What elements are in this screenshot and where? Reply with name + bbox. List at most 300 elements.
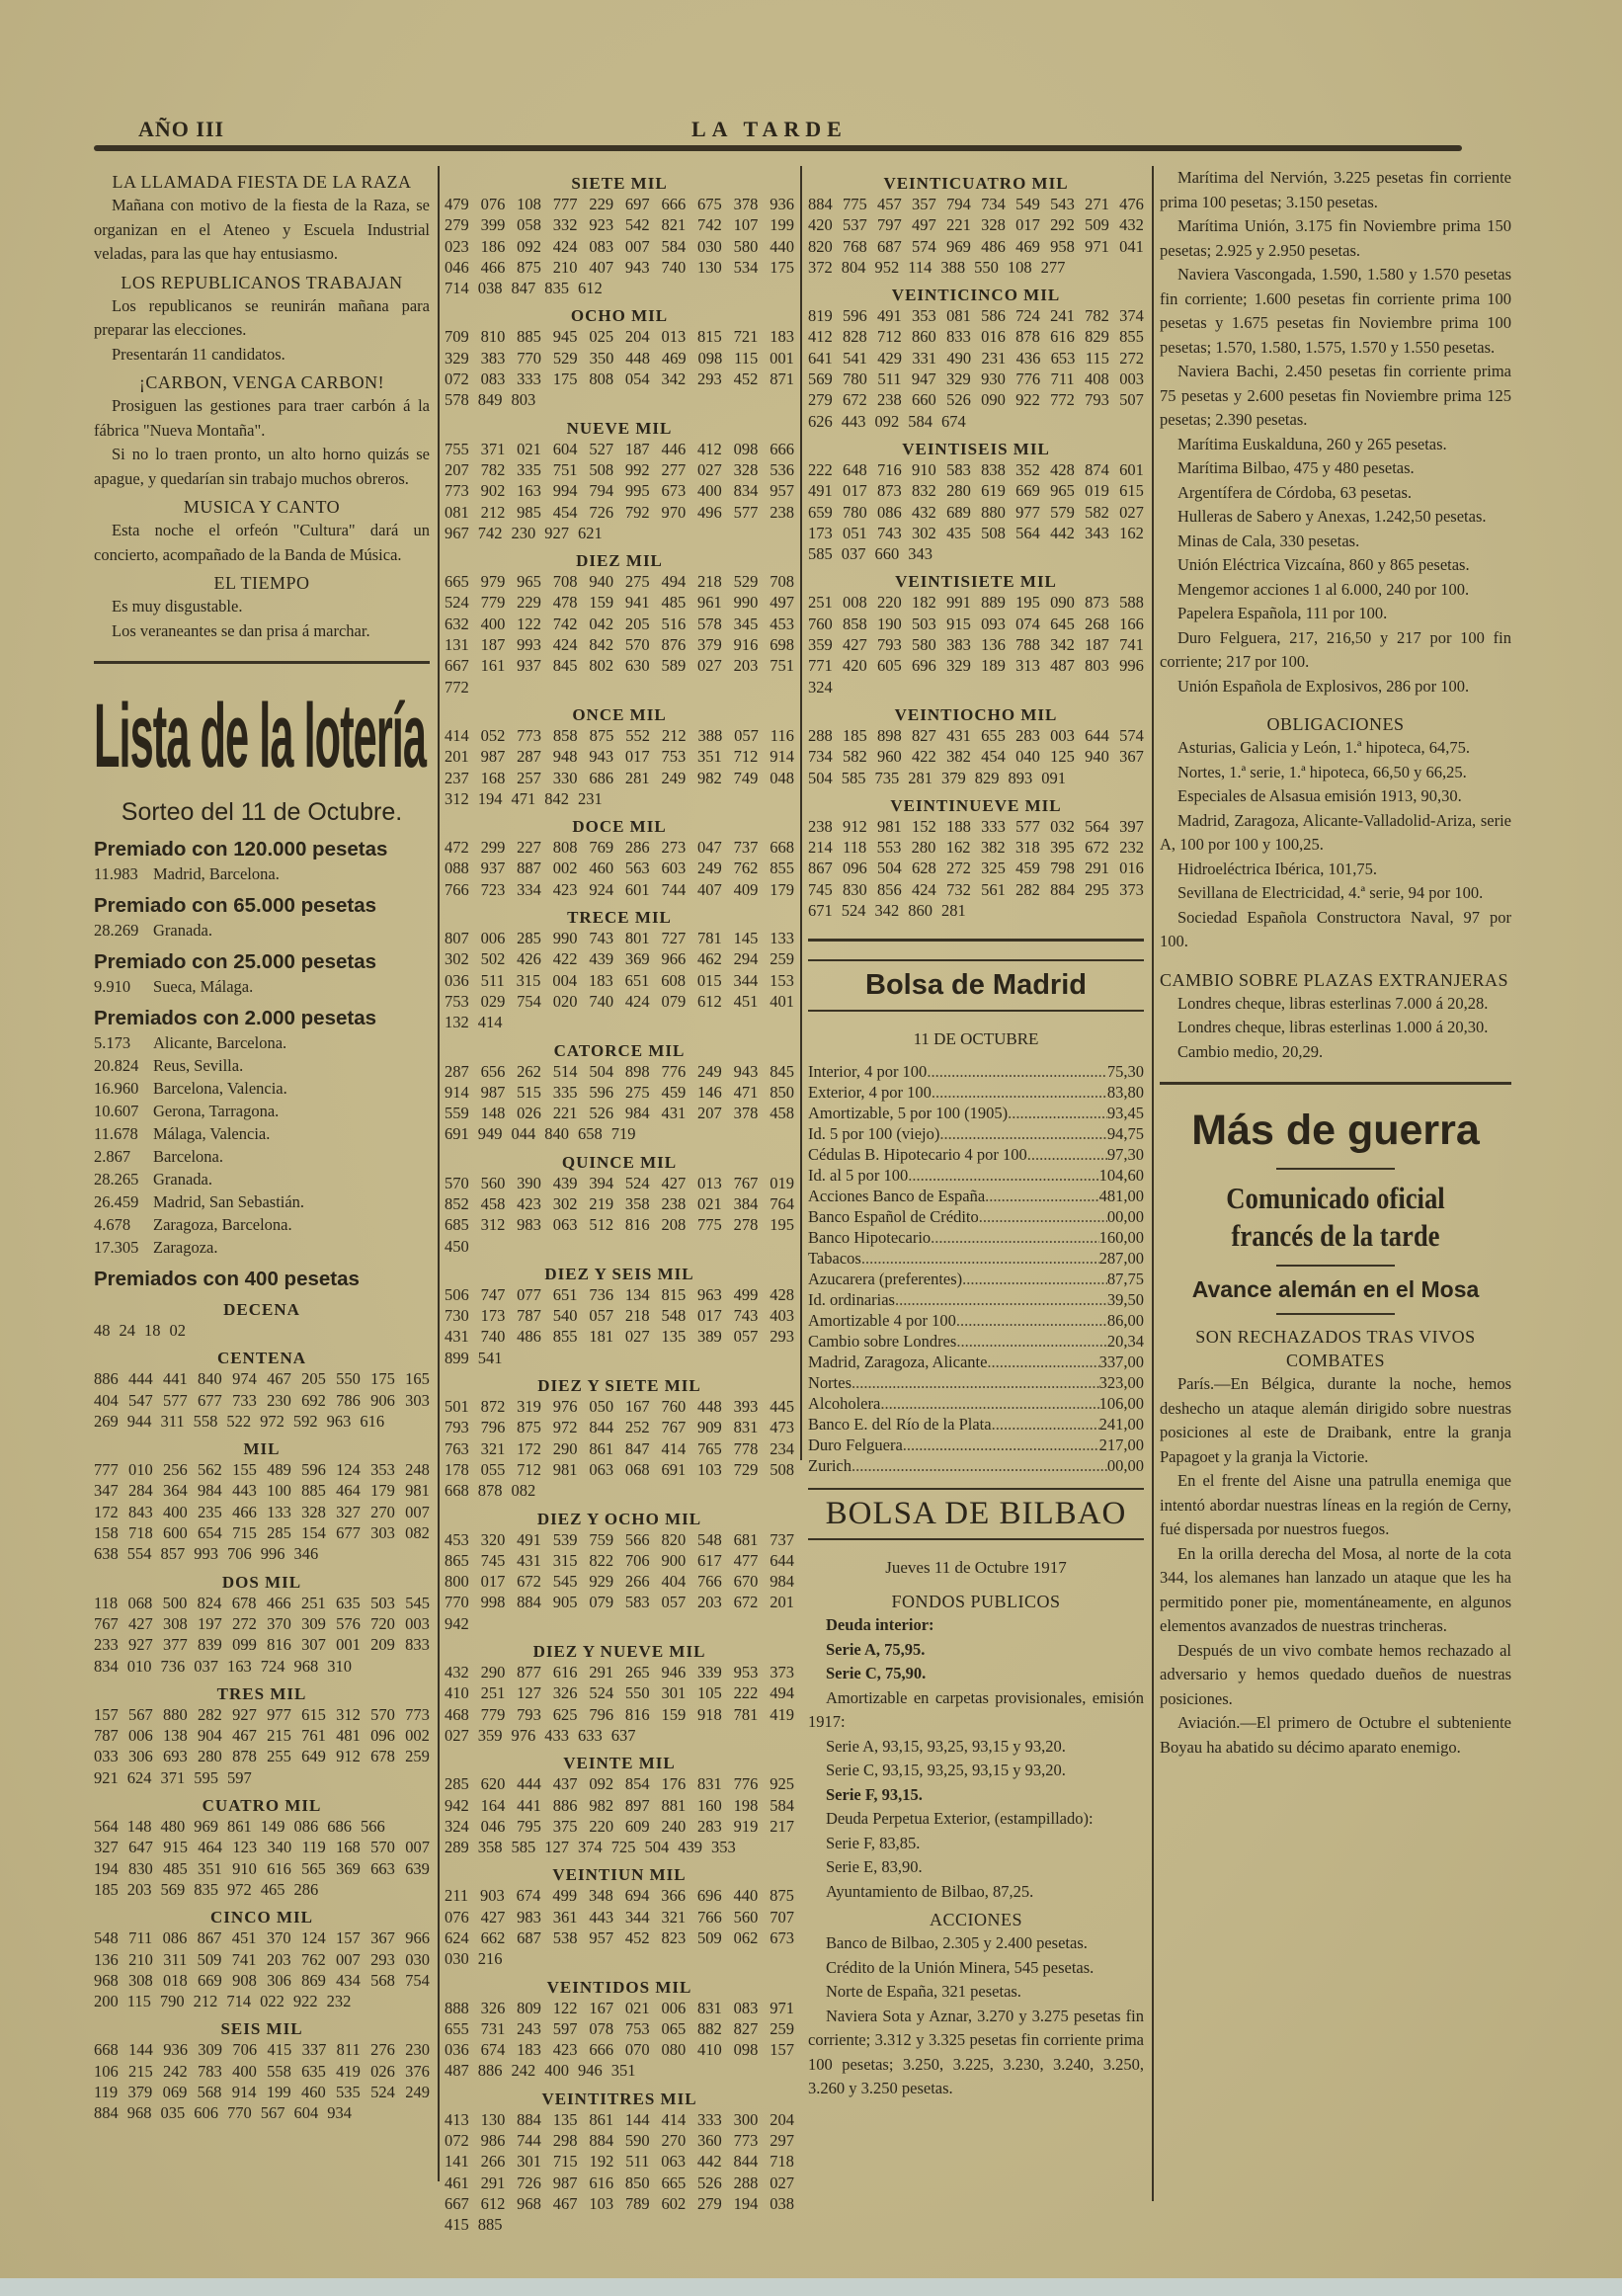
lottery-group-title: OCHO MIL (570, 306, 669, 326)
lottery-number-row (94, 1927, 430, 1948)
lottery-number: 801 (624, 929, 650, 948)
lottery-number: 773 (733, 2131, 759, 2151)
lottery-number: 943 (624, 257, 650, 277)
lottery-number: 167 (624, 1397, 650, 1417)
lottery-number: 850 (770, 1082, 794, 1102)
lottery-number: 737 (733, 838, 759, 858)
lottery-number: 910 (232, 1858, 257, 1878)
lottery-number: 718 (128, 1523, 153, 1543)
lottery-number: 057 (734, 725, 759, 745)
lottery-number: 615 (1119, 481, 1144, 501)
lottery-number: 476 (1119, 195, 1144, 213)
lottery-number: 122 (552, 1998, 578, 2017)
lottery-number: 440 (733, 1886, 759, 1906)
lottery-number: 268 (1085, 614, 1109, 633)
lottery-number: 404 (94, 1390, 119, 1410)
winning-number: 26.459 (94, 1192, 139, 1211)
lottery-number: 740 (480, 1327, 506, 1347)
lottery-number: 48 (94, 1321, 111, 1340)
lottery-number: 796 (480, 1418, 506, 1437)
lottery-number: 596 (589, 1082, 614, 1102)
quote-row (808, 1061, 1144, 1082)
lottery-number: 194 (477, 788, 503, 808)
lottery-number: 001 (336, 1635, 361, 1655)
lottery-number: 822 (589, 1550, 614, 1570)
section-rule (1160, 1082, 1511, 1085)
lottery-number: 173 (808, 523, 833, 542)
lottery-number: 981 (405, 1481, 430, 1501)
lottery-number: 081 (445, 502, 469, 522)
lottery-number: 829 (974, 768, 1000, 787)
lottery-number: 350 (589, 348, 614, 368)
lottery-number-row (445, 1123, 794, 1144)
lottery-number: 724 (260, 1656, 285, 1676)
lottery-number: 288 (733, 2173, 759, 2192)
lottery-group-title: TRECE MIL (567, 908, 672, 928)
prize-row (94, 862, 430, 885)
lottery-number: 856 (877, 879, 902, 899)
lottery-number: 159 (589, 593, 614, 613)
lottery-number: 088 (445, 859, 469, 878)
lottery-number: 934 (327, 2103, 352, 2123)
lottery-number: 285 (267, 1523, 291, 1543)
lottery-number-row (445, 1082, 794, 1103)
lottery-number: 141 (445, 2152, 469, 2172)
lottery-number-row (445, 1305, 794, 1326)
lottery-number: 211 (445, 1886, 469, 1906)
quote-label: Alcoholera (808, 1394, 881, 1414)
lottery-number: 093 (981, 614, 1006, 633)
lottery-group-title: VEINTE MIL (563, 1754, 676, 1773)
lottery-number: 601 (1119, 459, 1144, 479)
lottery-number: 379 (127, 2083, 153, 2102)
lottery-number: 524 (370, 2083, 395, 2102)
lottery-number: 648 (843, 459, 867, 479)
lottery-number: 781 (697, 929, 722, 948)
bond-line: Hidroeléctrica Ibérica, 101,75. (1177, 859, 1378, 878)
lottery-number: 393 (733, 1397, 759, 1417)
winning-number: 9.910 (94, 977, 131, 996)
news-paragraph: Mañana con motivo de la fiesta de la Raza, se organizan en el Ateneo y Escuela Industrial veladas, para las que hay entusiasmo. (94, 196, 430, 263)
lottery-number: 874 (1085, 459, 1109, 479)
lottery-number: 743 (733, 1306, 759, 1326)
lottery-number: 755 (445, 439, 469, 458)
lottery-number: 308 (163, 1613, 188, 1633)
lottery-number: 038 (477, 279, 503, 298)
lottery-number: 914 (770, 747, 794, 767)
lottery-group-title: VEINTIUN MIL (552, 1865, 687, 1885)
news-headline: MUSICA Y CANTO (183, 497, 341, 517)
lottery-number: 027 (624, 1327, 650, 1347)
lottery-number: 585 (841, 768, 866, 787)
lottery-number: 083 (733, 1998, 759, 2017)
lottery-number: 692 (301, 1390, 326, 1410)
lottery-number: 384 (733, 1193, 759, 1213)
quote-label: Azucarera (preferentes) (808, 1270, 963, 1289)
lottery-number: 497 (770, 593, 794, 613)
prize-row (94, 1236, 430, 1259)
lottery-group-title: VEINTISEIS MIL (902, 439, 1050, 458)
lottery-number: 904 (198, 1726, 222, 1746)
lottery-number: 027 (697, 656, 722, 676)
lottery-number: 205 (301, 1369, 326, 1389)
lottery-number: 550 (974, 257, 999, 277)
lottery-number: 285 (517, 929, 541, 948)
quote-value: 00,00 (1106, 1207, 1144, 1227)
lottery-number: 281 (624, 768, 650, 787)
lottery-number: 333 (981, 816, 1006, 836)
quote-row (808, 1435, 1144, 1455)
lottery-number: 331 (912, 348, 937, 368)
lottery-number: 612 (578, 279, 603, 298)
lottery-number: 360 (697, 2131, 722, 2151)
lottery-number: 875 (517, 1418, 541, 1437)
lottery-group-title: QUINCE MIL (561, 1152, 678, 1172)
lottery-number: 339 (697, 1663, 722, 1682)
news-paragraph: Presentarán 11 candidatos. (112, 344, 285, 364)
lottery-number: 414 (445, 725, 469, 745)
lottery-number: 869 (301, 1970, 326, 1990)
lottery-number: 751 (770, 656, 794, 676)
lottery-number: 367 (370, 1928, 395, 1948)
lottery-number: 105 (697, 1683, 722, 1703)
lottery-number: 816 (624, 1704, 650, 1724)
lottery-number: 266 (624, 1572, 650, 1592)
lottery-number: 526 (946, 390, 971, 410)
lottery-number: 741 (231, 1949, 257, 1969)
lottery-number: 747 (480, 1284, 506, 1304)
lottery-number: 130 (480, 2109, 506, 2129)
lottery-number: 238 (770, 502, 794, 522)
lottery-number: 242 (163, 2061, 188, 2081)
lottery-number: 925 (770, 1774, 794, 1794)
lottery-number-row (808, 459, 1144, 480)
lottery-number: 771 (808, 656, 833, 676)
lottery-number: 231 (981, 348, 1007, 368)
lottery-number: 032 (1050, 816, 1075, 836)
lottery-number-row (445, 1592, 794, 1612)
lottery-number: 982 (589, 1795, 614, 1815)
lottery-number: 963 (326, 1411, 352, 1431)
quote-label: Interior, 4 por 100 (808, 1062, 928, 1082)
lottery-number: 558 (193, 1411, 218, 1431)
lottery-number: 615 (301, 1704, 326, 1724)
lottery-number: 017 (480, 1572, 506, 1592)
lottery-number-row (94, 1411, 430, 1432)
lottery-number-row (445, 1480, 794, 1501)
lottery-number: 647 (128, 1838, 153, 1857)
lottery-number: 287 (517, 747, 541, 767)
lottery-number: 566 (624, 1529, 650, 1549)
lottery-number: 504 (589, 1061, 614, 1081)
lottery-number-row (94, 1368, 430, 1389)
lottery-number: 119 (94, 2083, 119, 2102)
lottery-number: 674 (941, 411, 966, 431)
lottery-number-row (445, 2214, 794, 2235)
cambio-heading: CAMBIO SOBRE PLAZAS EXTRANJERAS (1160, 969, 1509, 990)
lottery-number: 965 (1050, 481, 1075, 501)
lottery-number: 981 (877, 816, 902, 836)
lottery-number: 103 (697, 1459, 722, 1479)
lottery-number: 996 (260, 1544, 285, 1564)
lottery-number: 760 (808, 614, 833, 633)
prize-row (94, 1190, 430, 1213)
lottery-number: 133 (770, 929, 794, 948)
lottery-number: 280 (198, 1747, 222, 1766)
lottery-number: 166 (1119, 614, 1144, 633)
lottery-number: 237 (445, 768, 469, 787)
lottery-number: 399 (480, 215, 506, 235)
lottery-number: 424 (552, 236, 578, 256)
lottery-number: 210 (552, 257, 578, 277)
lottery-number: 265 (624, 1663, 650, 1682)
lottery-number: 007 (624, 236, 650, 256)
lottery-number: 908 (232, 1970, 257, 1990)
lottery-number: 096 (843, 859, 867, 878)
lottery-number: 592 (292, 1411, 318, 1431)
lottery-number: 820 (661, 1529, 687, 1549)
lottery-number: 635 (301, 2061, 326, 2081)
lottery-number: 432 (1119, 215, 1144, 235)
war-paragraph: París.—En Bélgica, durante la noche, hemos deshecho un ataque alemán dirigido sobre nuestras posiciones al este de Draibank, entre la granja Papagoet y la granja la Victorie. (1160, 1374, 1511, 1466)
lottery-number: 057 (661, 1593, 687, 1612)
lottery-number: 382 (946, 747, 971, 767)
lottery-number: 218 (624, 1306, 650, 1326)
lottery-number: 199 (770, 215, 794, 235)
lottery-number-row (808, 236, 1144, 257)
lottery-number: 887 (517, 859, 541, 878)
lottery-number: 886 (477, 2061, 503, 2081)
quote-label: Zurich (808, 1456, 852, 1476)
lottery-number-row (94, 1543, 430, 1564)
lottery-number: 379 (697, 635, 722, 655)
lottery-number: 689 (946, 502, 971, 522)
prize-places: Barcelona, Valencia. (153, 1079, 287, 1098)
lottery-number: 578 (697, 614, 722, 633)
lottery-number: 227 (517, 838, 541, 858)
lottery-number: 916 (733, 635, 759, 655)
exchange-line: Londres cheque, libras esterlinas 1.000 á 20,30. (1177, 1018, 1489, 1036)
lottery-number: 842 (544, 788, 569, 808)
lottery-number: 804 (841, 257, 866, 277)
lottery-number: 302 (912, 523, 936, 542)
lottery-number: 538 (552, 1928, 578, 1947)
lottery-number: 637 (610, 1725, 636, 1745)
lottery-number: 290 (552, 1438, 578, 1458)
lottery-number: 443 (232, 1481, 257, 1501)
lottery-number: 006 (128, 1726, 153, 1746)
bond-line: Madrid, Zaragoza, Alicante-Valladolid-Ariza, serie A, 100 por 100 y 100,25. (1160, 810, 1511, 854)
lottery-number: 312 (336, 1704, 361, 1724)
lottery-number: 949 (477, 1124, 503, 1144)
lottery-number: 808 (589, 369, 614, 389)
lottery-number: 183 (517, 2040, 541, 2060)
lottery-number: 878 (477, 1481, 503, 1501)
quote-row (808, 1082, 1144, 1103)
lottery-number: 983 (517, 1215, 541, 1235)
winning-number: 5.173 (94, 1033, 131, 1052)
leader-dots (992, 1414, 1099, 1435)
quote-label: Nortes (808, 1373, 852, 1393)
lottery-number: 279 (808, 390, 833, 410)
lottery-number: 275 (624, 572, 650, 592)
lottery-number: 259 (770, 949, 794, 969)
lottery-group-title: SIETE MIL (571, 174, 668, 193)
quote-row (808, 1144, 1144, 1165)
lottery-number: 182 (912, 593, 936, 613)
lottery-number: 875 (517, 257, 541, 277)
lottery-number: 026 (517, 1104, 541, 1123)
lottery-number: 991 (946, 593, 971, 613)
lottery-number: 780 (843, 502, 867, 522)
lottery-number: 982 (697, 768, 722, 787)
lottery-number: 867 (808, 859, 833, 878)
lottery-number: 745 (480, 1550, 506, 1570)
lottery-number: 424 (912, 879, 936, 899)
lottery-number-row (445, 655, 794, 676)
lottery-number: 329 (946, 369, 971, 389)
lottery-number: 423 (552, 879, 578, 899)
lottery-number: 275 (624, 1082, 650, 1102)
lottery-number: 238 (877, 390, 902, 410)
lottery-number: 858 (843, 614, 867, 633)
lottery-number-row (94, 1837, 430, 1857)
exchange-line: Londres cheque, libras esterlinas 7.000 á 20,28. (1177, 993, 1489, 1013)
lottery-number: 303 (405, 1390, 430, 1410)
lottery-number-row (808, 369, 1144, 389)
lottery-number: 797 (877, 215, 902, 235)
lottery-number: 570 (445, 1173, 469, 1192)
lottery-number: 256 (163, 1460, 188, 1480)
lottery-number: 881 (661, 1795, 687, 1815)
lottery-number: 687 (877, 236, 902, 256)
lottery-number: 131 (445, 635, 469, 655)
lottery-number-row (445, 2039, 794, 2060)
lottery-number: 793 (445, 1418, 469, 1437)
lottery-number: 103 (589, 2193, 614, 2213)
lottery-number: 914 (445, 1082, 469, 1102)
lottery-number: 972 (260, 1411, 284, 1431)
lottery-number: 467 (232, 1726, 257, 1746)
lottery-number: 271 (1085, 195, 1109, 213)
lottery-number: 340 (267, 1838, 292, 1857)
lottery-number: 168 (336, 1838, 361, 1857)
stock-line: Banco de Bilbao, 2.305 y 2.400 pesetas. (826, 1933, 1088, 1953)
lottery-number: 283 (1015, 725, 1040, 745)
quote-row (808, 1165, 1144, 1186)
lottery-number: 450 (445, 1236, 469, 1256)
lottery-number: 735 (874, 768, 900, 787)
lottery-number: 487 (1050, 656, 1075, 676)
lottery-number: 669 (198, 1970, 222, 1990)
lottery-number: 820 (808, 236, 833, 256)
section-rule (808, 939, 1144, 942)
bond-line: Nortes, 1.ª serie, 1.ª hipoteca, 66,50 y 66,25. (1177, 762, 1467, 781)
lottery-number-row (445, 1417, 794, 1437)
lottery-number-row (445, 214, 794, 235)
lottery-number-row (445, 236, 794, 257)
lottery-number: 708 (770, 572, 794, 592)
lottery-number: 582 (843, 747, 867, 767)
lottery-number: 302 (552, 1193, 578, 1213)
lottery-number-row (445, 1284, 794, 1305)
lottery-number: 663 (370, 1858, 395, 1878)
quote-label: Id. ordinarias (808, 1290, 895, 1310)
lottery-number: 017 (624, 747, 650, 767)
lottery-number: 927 (128, 1635, 153, 1655)
lottery-number: 376 (405, 2061, 430, 2081)
quote-value: 106,00 (1098, 1394, 1144, 1414)
lottery-number: 855 (770, 859, 794, 878)
lottery-number: 850 (624, 2173, 650, 2192)
leader-dots (956, 1310, 1107, 1331)
lottery-number: 063 (661, 2152, 686, 2172)
lottery-number: 860 (912, 327, 936, 347)
lottery-number: 201 (770, 1593, 794, 1612)
lottery-number: 240 (661, 1816, 687, 1836)
quote-value: 87,75 (1106, 1270, 1144, 1289)
lottery-number: 212 (661, 725, 687, 745)
lottery-number: 409 (733, 879, 759, 899)
lottery-number-row (94, 1522, 430, 1543)
lottery-number: 099 (232, 1635, 257, 1655)
stock-line: Unión Eléctrica Vizcaína, 860 y 865 pesetas. (1177, 555, 1470, 574)
lottery-number: 842 (589, 635, 614, 655)
lottery-number-row (445, 1326, 794, 1347)
lottery-number: 524 (445, 593, 469, 613)
lottery-number: 190 (877, 614, 902, 633)
section-rule (94, 661, 430, 664)
lottery-number-row (94, 1858, 430, 1879)
lottery-number-row (445, 1704, 794, 1725)
lottery-number-row (94, 1991, 430, 2011)
lottery-number: 740 (661, 257, 687, 277)
madrid-exchange-title: Bolsa de Madrid (808, 959, 1144, 1012)
lottery-number: 021 (517, 439, 541, 458)
lottery-number: 185 (843, 725, 867, 745)
lottery-number: 905 (552, 1593, 578, 1612)
lottery-group-title: VEINTIDOS MIL (546, 1977, 692, 1997)
lottery-number: 577 (733, 502, 759, 522)
lottery-number: 217 (770, 1816, 794, 1836)
leader-dots (852, 1372, 1099, 1393)
lottery-number: 583 (946, 459, 971, 479)
lottery-number: 765 (697, 1438, 722, 1458)
lottery-number: 279 (445, 215, 469, 235)
lottery-number: 616 (1050, 327, 1075, 347)
lottery-number: 467 (552, 2193, 578, 2213)
header-rule (94, 145, 1462, 151)
lottery-number: 808 (552, 838, 578, 858)
lottery-number: 091 (1041, 768, 1066, 787)
lottery-number: 845 (552, 656, 578, 676)
quote-label: Cédulas B. Hipotecario 4 por 100 (808, 1145, 1027, 1165)
lottery-number-row (94, 1767, 430, 1788)
lottery-number: 922 (1015, 390, 1040, 410)
lottery-number: 767 (661, 1418, 687, 1437)
lottery-number: 912 (843, 816, 867, 836)
lottery-number: 164 (480, 1795, 506, 1815)
lottery-number: 017 (1015, 215, 1040, 235)
lottery-number: 069 (162, 2083, 188, 2102)
lottery-group-title: VEINTICINCO MIL (891, 286, 1061, 305)
prize-places: Reus, Sevilla. (153, 1056, 244, 1075)
winning-number: 10.607 (94, 1102, 139, 1120)
lottery-number-row (445, 389, 794, 410)
lottery-number: 767 (94, 1613, 119, 1633)
lottery-number: 333 (517, 369, 541, 389)
lottery-number: 076 (480, 195, 506, 213)
